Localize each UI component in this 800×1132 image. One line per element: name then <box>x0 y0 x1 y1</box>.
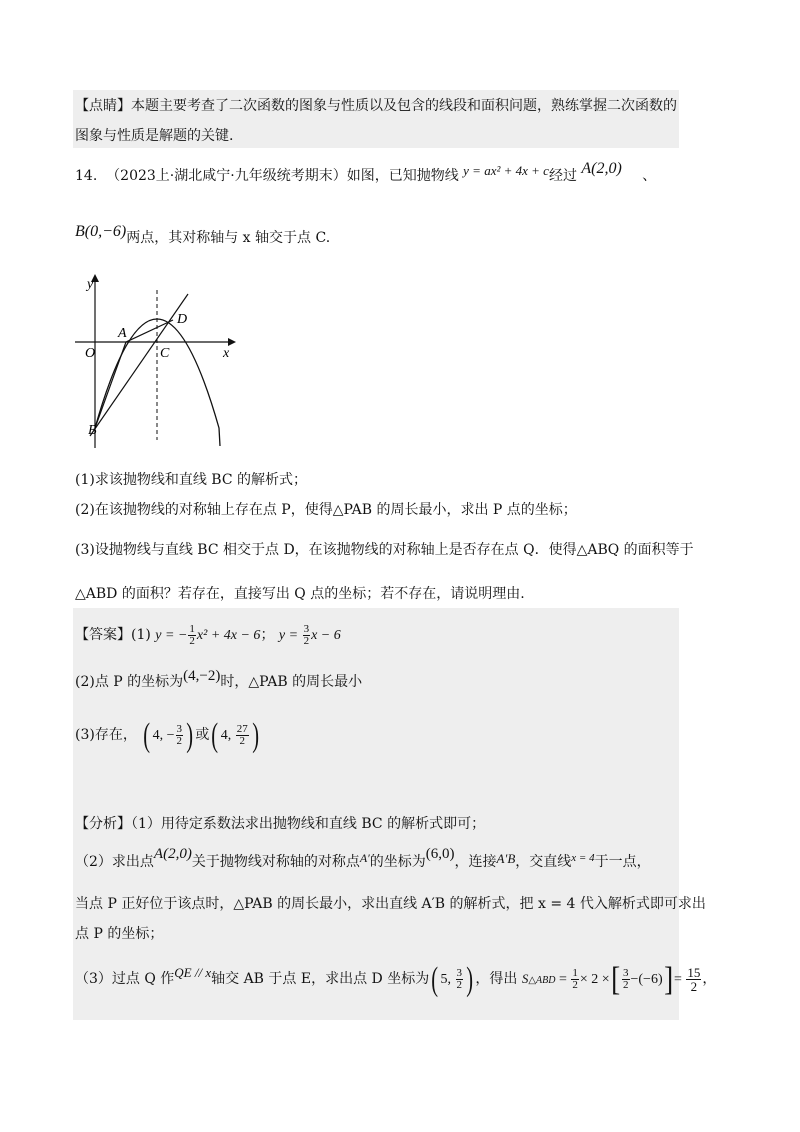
point-b: B(0,−6) <box>75 223 127 240</box>
review-text-1: 本题主要考查了二次函数的图象与性质以及包含的线段和面积问题，熟练掌握二次函数的 <box>131 98 677 114</box>
question-intro: 如图，已知抛物线 <box>346 168 459 184</box>
analysis-2e: ，交直线 <box>515 854 572 870</box>
separator: 、 <box>642 168 657 184</box>
analysis-5-parallel: QE // x <box>174 965 212 980</box>
analysis-2-point: A(2,0) <box>153 846 192 862</box>
answer-2-suffix: 时，△PAB 的周长最小 <box>220 674 363 690</box>
review-text-2: 图象与性质是解题的关键. <box>75 128 234 144</box>
review-line-1 <box>75 96 677 116</box>
analysis-2-coord: (6,0) <box>425 846 455 862</box>
part-1: (1)求该抛物线和直线 BC 的解析式； <box>75 472 307 488</box>
question-line-2 <box>75 223 331 248</box>
analysis-line-5 <box>75 962 716 996</box>
line-bc <box>90 294 188 436</box>
question-line-1 <box>75 160 657 186</box>
analysis-5-formula: = $\frac{1}{2}$ × 2 ×[ $\frac{3}{2}$ −(−6)]= $\frac{15}{2}$ <box>555 960 701 998</box>
analysis-5a: （3）过点 Q 作 <box>75 971 175 987</box>
analysis-line-3: 当点 P 正好位于该点时，△PAB 的周长最小，求出直线 A′B 的解析式，把 x = 4 代入解析式即可求出 <box>75 896 706 912</box>
analysis-line-1 <box>75 814 485 834</box>
label-a: A <box>118 326 127 341</box>
x-axis-arrow <box>228 338 236 346</box>
analysis-2d: ，连接 <box>454 854 497 870</box>
answer-line-1 <box>75 620 341 650</box>
analysis-5b: 轴交 AB 于点 E，求出点 D 坐标为 <box>211 971 430 987</box>
label-o: O <box>85 346 96 361</box>
analysis-5-point-d: ( 5, $\frac{3}{2}$ ) <box>431 960 474 998</box>
analysis-2c: 的坐标为 <box>369 854 426 870</box>
analysis-2b: 关于抛物线对称轴的对称点 <box>191 854 360 870</box>
answer-2-coord: (4,−2) <box>183 668 221 684</box>
review-line-2 <box>75 126 233 146</box>
analysis-2-seg: A′B <box>496 851 516 866</box>
analysis-2-sym: A′ <box>359 851 370 865</box>
analysis-tag: 【分析】 <box>75 816 131 832</box>
passes-text: 经过 <box>548 168 577 184</box>
question-tail: 两点，其对称轴与 x 轴交于点 C. <box>126 230 331 246</box>
answer-3-prefix: (3)存在， <box>75 727 137 743</box>
answer-1-sep: ； <box>260 627 275 643</box>
answer-line-3 <box>75 718 261 752</box>
answer-tag: 【答案】 <box>75 627 131 643</box>
answer-3-or: 或 <box>195 727 210 743</box>
analysis-2-line: x = 4 <box>571 852 595 864</box>
analysis-5c: ，得出 <box>475 971 518 987</box>
answer-3-coord-1: ( 4, − $\frac{3}{2}$ ) <box>143 716 194 754</box>
answer-1-parabola: y = − $\frac{1}{2}$ x² + 4x − 6 <box>155 623 261 648</box>
label-d: D <box>177 312 188 327</box>
line-ab <box>95 342 126 428</box>
question-source: （2023上·湖北咸宁·九年级统考期末） <box>106 168 347 184</box>
point-a: A(2,0) <box>581 160 622 177</box>
label-y: y <box>87 277 94 292</box>
parabola-equation: y = ax² + 4x + c <box>463 163 549 178</box>
part-3-line-2: △ABD 的面积？若存在，直接写出 Q 点的坐标；若不存在，请说明理由. <box>75 586 525 602</box>
analysis-2a: （2）求出点 <box>75 854 154 870</box>
analysis-line-4: 点 P 的坐标； <box>75 926 164 942</box>
part-3-line-1: (3)设抛物线与直线 BC 相交于点 D，在该抛物线的对称轴上是否存在点 Q．使得△ABQ 的面积等于 <box>75 542 694 558</box>
analysis-5-tail: ， <box>702 971 717 987</box>
analysis-2f: 于一点， <box>594 854 651 870</box>
label-x: x <box>223 346 230 361</box>
analysis-step-1: （1）用待定系数法求出抛物线和直线 BC 的解析式即可； <box>131 816 486 832</box>
answer-1-prefix: (1) <box>131 627 151 643</box>
parabola-figure <box>70 270 250 450</box>
answer-line-2 <box>75 668 363 692</box>
label-b: B <box>88 423 97 438</box>
part-2: (2)在该抛物线的对称轴上存在点 P，使得△PAB 的周长最小，求出 P 点的坐标； <box>75 502 577 518</box>
review-tag: 【点睛】 <box>75 98 131 114</box>
analysis-5-area: S△ABD <box>521 971 556 986</box>
segment-ad <box>126 320 173 342</box>
label-c: C <box>160 346 170 361</box>
answer-1-line: y = $\frac{3}{2}$ x − 6 <box>278 623 341 648</box>
analysis-line-2 <box>75 846 651 873</box>
answer-3-coord-2: ( 4, $\frac{27}{2}$ ) <box>211 716 259 754</box>
question-number: 14. <box>75 168 98 184</box>
answer-2-prefix: (2)点 P 的坐标为 <box>75 674 184 690</box>
